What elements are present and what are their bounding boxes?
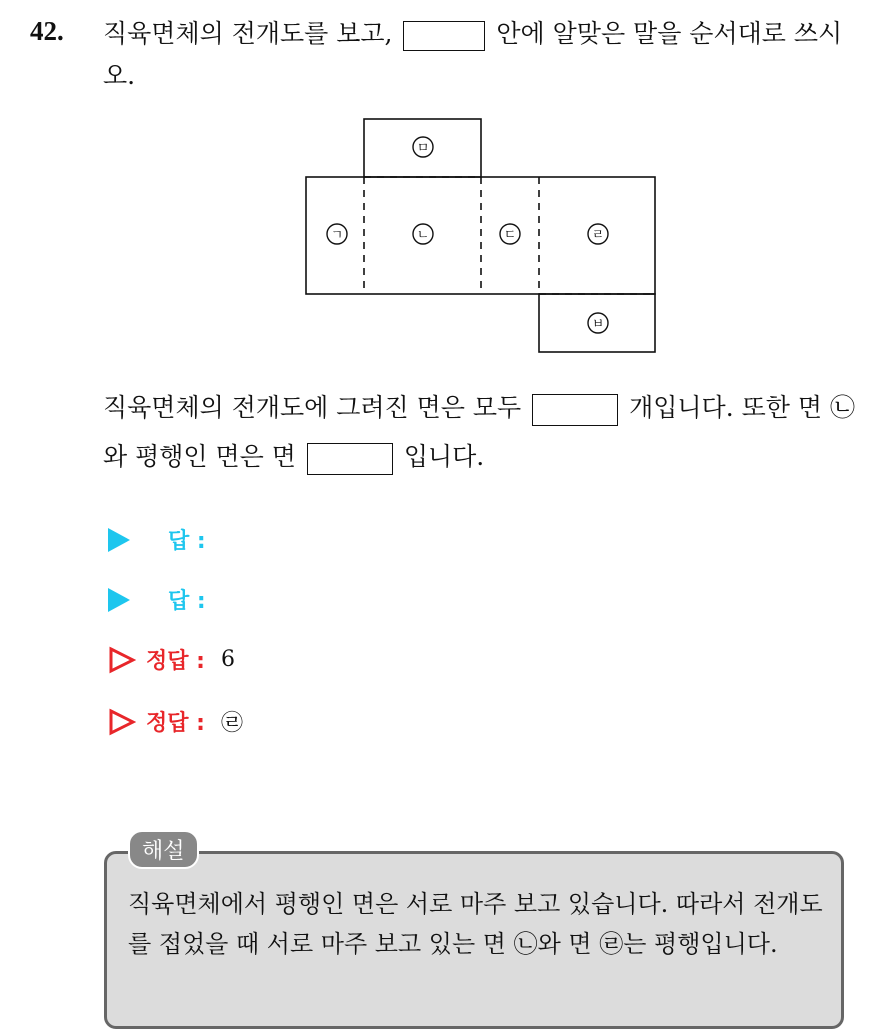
answer-row-1: [108, 524, 206, 555]
cuboid-net-diagram: [300, 113, 662, 358]
correct-value: 6: [220, 647, 235, 672]
arrow-filled-icon: [108, 528, 130, 552]
question-line-2: 오.: [103, 61, 136, 90]
answer-label: 답 :: [168, 589, 206, 614]
question-number: 42.: [30, 16, 64, 46]
question-text-b: 안에 알맞은 말을 순서대로 쓰시: [496, 19, 843, 48]
label-far-right: ㄹ: [591, 228, 605, 243]
question-text-a: 직육면체의 전개도를 보고,: [103, 19, 393, 48]
correct-label: 정답 :: [146, 649, 205, 674]
label-center: ㄴ: [416, 228, 430, 243]
statement-line-2: [103, 437, 484, 477]
arrow-outline-icon: [108, 646, 136, 674]
label-left: ㄱ: [330, 228, 344, 243]
label-top: ㅁ: [416, 141, 430, 156]
answer-label: 답 :: [168, 529, 206, 554]
label-bottom: ㅂ: [591, 317, 605, 332]
explanation-tag: 해설: [128, 830, 199, 869]
correct-label: 정답 :: [146, 711, 205, 736]
correct-row-1: [108, 644, 235, 675]
statement-text-4: 입니다.: [403, 442, 485, 471]
correct-value: ㉣: [220, 711, 243, 736]
arrow-outline-icon: [108, 708, 136, 736]
question-line-1: [103, 14, 842, 54]
blank-box-face: [307, 443, 393, 475]
blank-box: [403, 21, 485, 51]
statement-text-1: 직육면체의 전개도에 그려진 면은 모두: [103, 393, 522, 422]
statement-text-3: 와 평행인 면은 면: [103, 442, 296, 471]
correct-row-2: [108, 706, 243, 737]
statement-line-1: [103, 388, 855, 428]
label-right-mid: ㄷ: [503, 228, 517, 243]
answer-row-2: [108, 584, 206, 615]
explanation-text: 직육면체에서 평행인 면은 서로 마주 보고 있습니다. 따라서 전개도를 접었을 때 서로 마주 보고 있는 면 ㉡와 면 ㉣는 평행입니다.: [128, 890, 823, 958]
statement-text-2: 개입니다. 또한 면 ㉡: [629, 393, 855, 422]
arrow-filled-icon: [108, 588, 130, 612]
blank-box-count: [532, 394, 618, 426]
